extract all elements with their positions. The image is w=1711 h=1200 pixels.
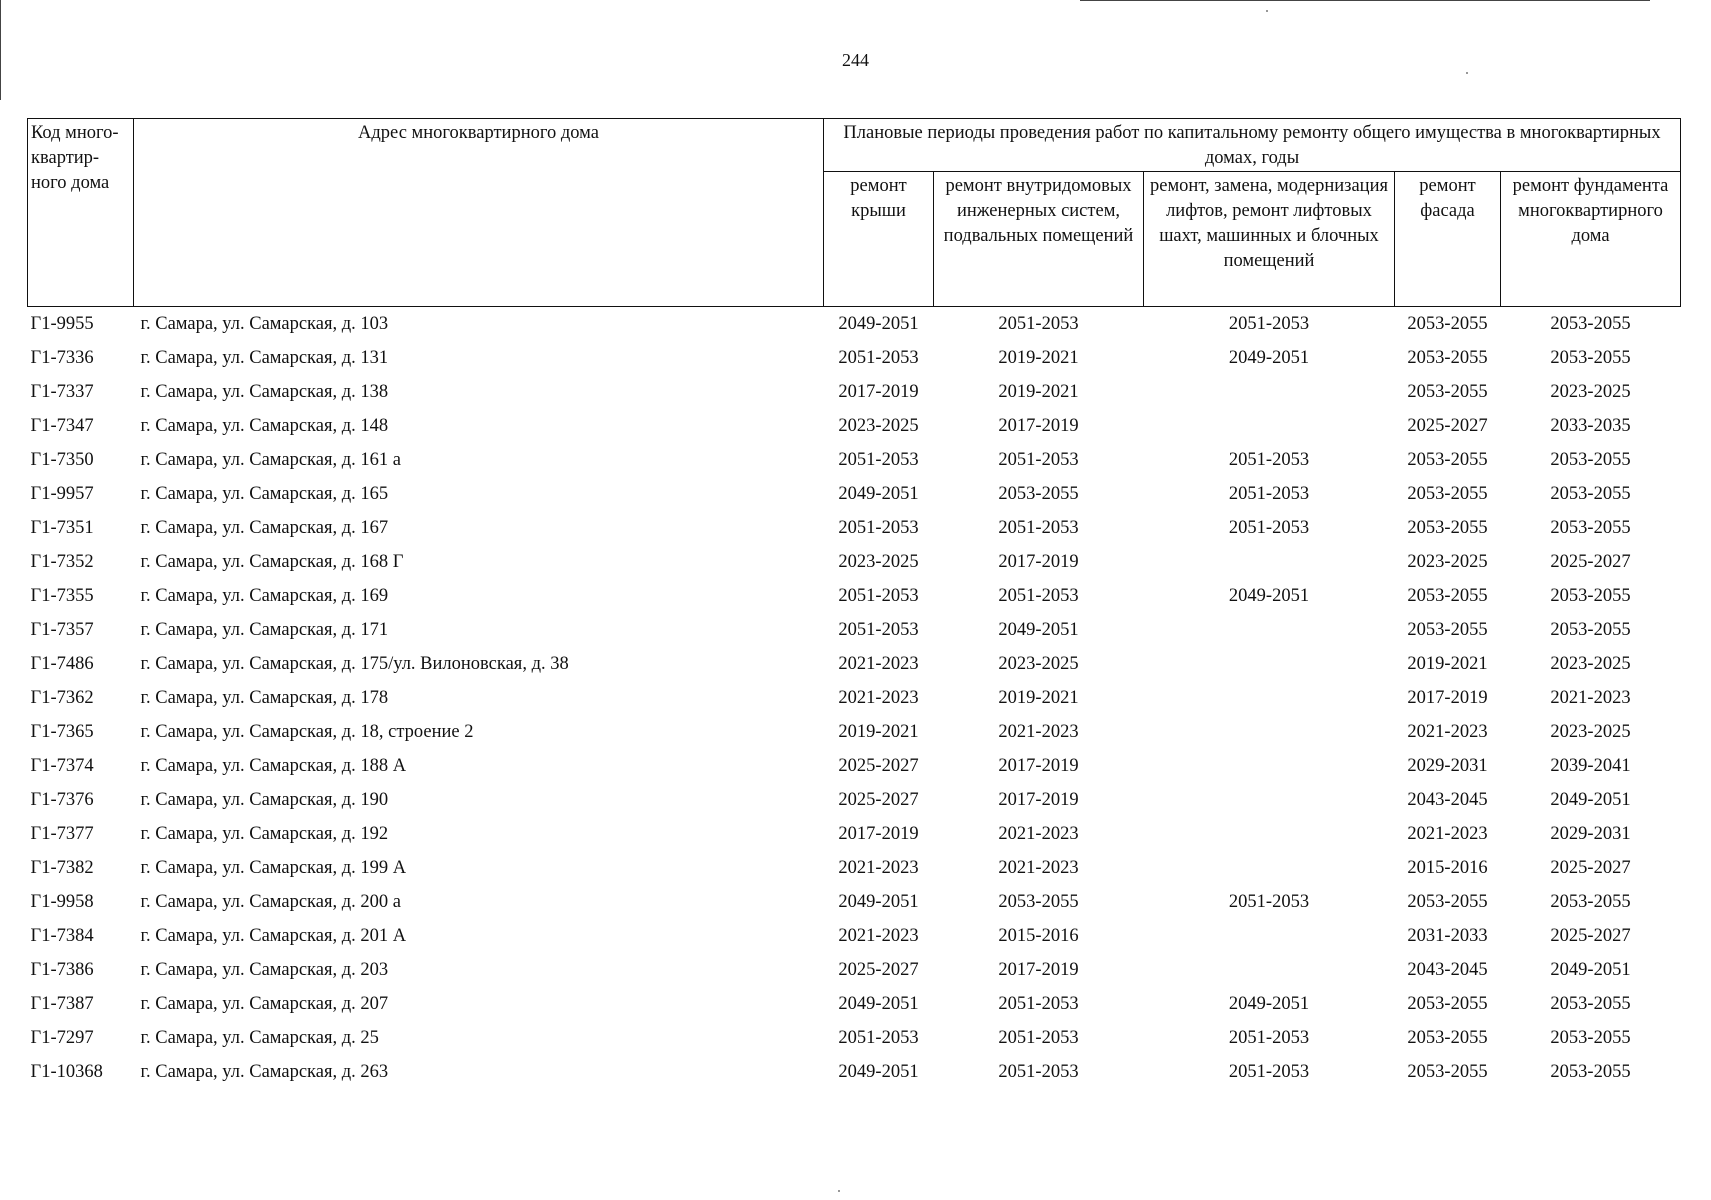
cell-code: Г1-7357 bbox=[30, 620, 94, 640]
table-row bbox=[28, 715, 1681, 749]
cell-systems-period: 2019-2021 bbox=[998, 382, 1079, 402]
cell-lifts-period: 2051-2053 bbox=[1228, 314, 1310, 334]
table-row bbox=[28, 1021, 1681, 1055]
cell-foundation-period: 2049-2051 bbox=[1550, 790, 1631, 810]
cell-roof-period: 2051-2053 bbox=[838, 450, 919, 470]
table-row bbox=[28, 817, 1681, 851]
cell-facade-period: 2053-2055 bbox=[1407, 586, 1488, 606]
cell-address: г. Самара, ул. Самарская, д. 199 А bbox=[140, 858, 407, 878]
cell-foundation-period: 2025-2027 bbox=[1550, 552, 1631, 572]
header-lifts-repair: ремонт, замена, модернизация лифтов, ремонт лифтовых шахт, машинных и блочных помещений bbox=[1144, 172, 1395, 307]
cell-address: г. Самара, ул. Самарская, д. 161 а bbox=[140, 450, 401, 470]
cell-code: Г1-7355 bbox=[30, 586, 94, 606]
cell-systems-period: 2021-2023 bbox=[998, 824, 1079, 844]
cell-address: г. Самара, ул. Самарская, д. 200 а bbox=[140, 892, 401, 912]
scan-edge-top-line bbox=[1080, 0, 1650, 1]
cell-systems-period: 2017-2019 bbox=[998, 960, 1079, 980]
cell-code: Г1-7362 bbox=[30, 688, 94, 708]
cell-facade-period: 2021-2023 bbox=[1407, 824, 1488, 844]
cell-roof-period: 2017-2019 bbox=[838, 382, 919, 402]
header-roof-repair: ремонт крыши bbox=[824, 172, 934, 307]
cell-foundation-period: 2025-2027 bbox=[1550, 926, 1631, 946]
cell-systems-period: 2051-2053 bbox=[998, 450, 1079, 470]
cell-systems-period: 2051-2053 bbox=[998, 586, 1079, 606]
cell-lifts-period: 2051-2053 bbox=[1228, 484, 1310, 504]
cell-address: г. Самара, ул. Самарская, д. 148 bbox=[140, 416, 389, 436]
table-row bbox=[28, 647, 1681, 681]
header-address: Адрес многоквартирного дома bbox=[134, 119, 824, 307]
header-facade-repair: ремонт фасада bbox=[1395, 172, 1501, 307]
cell-roof-period: 2049-2051 bbox=[838, 484, 919, 504]
cell-lifts-period: 2049-2051 bbox=[1228, 586, 1310, 606]
cell-foundation-period: 2025-2027 bbox=[1550, 858, 1631, 878]
cell-code: Г1-7374 bbox=[30, 756, 94, 776]
table-row bbox=[28, 681, 1681, 715]
cell-roof-period: 2021-2023 bbox=[838, 926, 919, 946]
cell-code: Г1-7350 bbox=[30, 450, 94, 470]
cell-roof-period: 2051-2053 bbox=[838, 348, 919, 368]
cell-facade-period: 2021-2023 bbox=[1407, 722, 1488, 742]
cell-facade-period: 2053-2055 bbox=[1407, 382, 1488, 402]
table-body bbox=[28, 307, 1681, 1090]
cell-roof-period: 2049-2051 bbox=[838, 314, 919, 334]
cell-code: Г1-7377 bbox=[30, 824, 94, 844]
cell-foundation-period: 2053-2055 bbox=[1550, 450, 1631, 470]
cell-code: Г1-7297 bbox=[30, 1028, 94, 1048]
cell-foundation-period: 2053-2055 bbox=[1550, 518, 1631, 538]
cell-systems-period: 2051-2053 bbox=[998, 994, 1079, 1014]
cell-foundation-period: 2053-2055 bbox=[1550, 994, 1631, 1014]
cell-facade-period: 2053-2055 bbox=[1407, 518, 1488, 538]
cell-code: Г1-7347 bbox=[30, 416, 94, 436]
cell-code: Г1-7351 bbox=[30, 518, 94, 538]
cell-address: г. Самара, ул. Самарская, д. 103 bbox=[140, 314, 389, 334]
cell-code: Г1-9957 bbox=[30, 484, 94, 504]
table-row bbox=[28, 511, 1681, 545]
cell-lifts-period bbox=[1144, 783, 1395, 817]
cell-lifts-period bbox=[1144, 817, 1395, 851]
cell-code: Г1-7382 bbox=[30, 858, 94, 878]
cell-address: г. Самара, ул. Самарская, д. 190 bbox=[140, 790, 389, 810]
cell-roof-period: 2023-2025 bbox=[838, 416, 919, 436]
cell-systems-period: 2017-2019 bbox=[998, 756, 1079, 776]
cell-roof-period: 2051-2053 bbox=[838, 518, 919, 538]
cell-systems-period: 2019-2021 bbox=[998, 348, 1079, 368]
cell-facade-period: 2053-2055 bbox=[1407, 314, 1488, 334]
table-row bbox=[28, 545, 1681, 579]
table-row bbox=[28, 341, 1681, 375]
scan-speck bbox=[838, 1190, 840, 1192]
cell-lifts-period: 2051-2053 bbox=[1228, 1028, 1310, 1048]
cell-facade-period: 2053-2055 bbox=[1407, 1028, 1488, 1048]
cell-lifts-period bbox=[1144, 613, 1395, 647]
cell-facade-period: 2053-2055 bbox=[1407, 620, 1488, 640]
cell-foundation-period: 2053-2055 bbox=[1550, 620, 1631, 640]
cell-code: Г1-9958 bbox=[30, 892, 94, 912]
cell-lifts-period bbox=[1144, 647, 1395, 681]
cell-systems-period: 2015-2016 bbox=[998, 926, 1079, 946]
cell-roof-period: 2023-2025 bbox=[838, 552, 919, 572]
cell-foundation-period: 2033-2035 bbox=[1550, 416, 1631, 436]
scan-speck bbox=[1466, 72, 1468, 74]
cell-address: г. Самара, ул. Самарская, д. 203 bbox=[140, 960, 389, 980]
cell-roof-period: 2049-2051 bbox=[838, 892, 919, 912]
repair-schedule-table bbox=[27, 118, 1681, 1089]
table-row bbox=[28, 783, 1681, 817]
header-code: Код много-квартир-ного дома bbox=[28, 119, 134, 307]
cell-lifts-period: 2051-2053 bbox=[1228, 1062, 1310, 1082]
cell-facade-period: 2017-2019 bbox=[1407, 688, 1488, 708]
cell-address: г. Самара, ул. Самарская, д. 171 bbox=[140, 620, 389, 640]
cell-foundation-period: 2023-2025 bbox=[1550, 382, 1631, 402]
cell-roof-period: 2025-2027 bbox=[838, 756, 919, 776]
cell-address: г. Самара, ул. Самарская, д. 178 bbox=[140, 688, 389, 708]
table-row bbox=[28, 953, 1681, 987]
cell-roof-period: 2021-2023 bbox=[838, 654, 919, 674]
table-row bbox=[28, 307, 1681, 342]
header-planned-periods: Плановые периоды проведения работ по капитальному ремонту общего имущества в многоквартирных домах, годы bbox=[824, 119, 1681, 172]
cell-lifts-period: 2049-2051 bbox=[1228, 348, 1310, 368]
table-row bbox=[28, 919, 1681, 953]
cell-code: Г1-7387 bbox=[30, 994, 94, 1014]
cell-address: г. Самара, ул. Самарская, д. 138 bbox=[140, 382, 389, 402]
cell-facade-period: 2053-2055 bbox=[1407, 892, 1488, 912]
cell-roof-period: 2051-2053 bbox=[838, 620, 919, 640]
cell-code: Г1-7386 bbox=[30, 960, 94, 980]
cell-facade-period: 2053-2055 bbox=[1407, 484, 1488, 504]
cell-facade-period: 2031-2033 bbox=[1407, 926, 1488, 946]
cell-systems-period: 2051-2053 bbox=[998, 518, 1079, 538]
cell-address: г. Самара, ул. Самарская, д. 168 Г bbox=[140, 552, 404, 572]
cell-lifts-period bbox=[1144, 375, 1395, 409]
cell-lifts-period: 2051-2053 bbox=[1228, 892, 1310, 912]
cell-lifts-period: 2049-2051 bbox=[1228, 994, 1310, 1014]
cell-systems-period: 2023-2025 bbox=[998, 654, 1079, 674]
header-foundation-repair: ремонт фундамента многоквартирного дома bbox=[1501, 172, 1681, 307]
cell-systems-period: 2053-2055 bbox=[998, 892, 1079, 912]
cell-lifts-period bbox=[1144, 715, 1395, 749]
scan-speck bbox=[1266, 10, 1268, 12]
table-row bbox=[28, 579, 1681, 613]
table-row bbox=[28, 409, 1681, 443]
cell-lifts-period bbox=[1144, 919, 1395, 953]
cell-address: г. Самара, ул. Самарская, д. 201 А bbox=[140, 926, 407, 946]
cell-systems-period: 2017-2019 bbox=[998, 552, 1079, 572]
cell-roof-period: 2049-2051 bbox=[838, 994, 919, 1014]
cell-systems-period: 2021-2023 bbox=[998, 858, 1079, 878]
cell-address: г. Самара, ул. Самарская, д. 167 bbox=[140, 518, 389, 538]
cell-code: Г1-7352 bbox=[30, 552, 94, 572]
cell-code: Г1-9955 bbox=[30, 314, 94, 334]
cell-foundation-period: 2023-2025 bbox=[1550, 722, 1631, 742]
cell-facade-period: 2023-2025 bbox=[1407, 552, 1488, 572]
cell-address: г. Самара, ул. Самарская, д. 263 bbox=[140, 1062, 389, 1082]
header-engineering-systems-repair: ремонт внутридомовых инженерных систем, подвальных помещений bbox=[934, 172, 1144, 307]
cell-address: г. Самара, ул. Самарская, д. 131 bbox=[140, 348, 389, 368]
cell-address: г. Самара, ул. Самарская, д. 188 А bbox=[140, 756, 407, 776]
cell-systems-period: 2053-2055 bbox=[998, 484, 1079, 504]
cell-roof-period: 2049-2051 bbox=[838, 1062, 919, 1082]
cell-roof-period: 2021-2023 bbox=[838, 688, 919, 708]
cell-lifts-period bbox=[1144, 681, 1395, 715]
cell-address: г. Самара, ул. Самарская, д. 18, строение 2 bbox=[140, 722, 474, 742]
cell-foundation-period: 2049-2051 bbox=[1550, 960, 1631, 980]
table-row bbox=[28, 885, 1681, 919]
table-row bbox=[28, 443, 1681, 477]
cell-foundation-period: 2053-2055 bbox=[1550, 314, 1631, 334]
cell-code: Г1-7337 bbox=[30, 382, 94, 402]
table-row bbox=[28, 375, 1681, 409]
cell-address: г. Самара, ул. Самарская, д. 175/ул. Вилоновская, д. 38 bbox=[140, 654, 569, 674]
cell-address: г. Самара, ул. Самарская, д. 169 bbox=[140, 586, 389, 606]
cell-facade-period: 2019-2021 bbox=[1407, 654, 1488, 674]
table-row bbox=[28, 477, 1681, 511]
cell-lifts-period bbox=[1144, 749, 1395, 783]
cell-facade-period: 2029-2031 bbox=[1407, 756, 1488, 776]
cell-address: г. Самара, ул. Самарская, д. 25 bbox=[140, 1028, 379, 1048]
cell-systems-period: 2017-2019 bbox=[998, 790, 1079, 810]
cell-facade-period: 2053-2055 bbox=[1407, 1062, 1488, 1082]
cell-address: г. Самара, ул. Самарская, д. 207 bbox=[140, 994, 389, 1014]
cell-code: Г1-10368 bbox=[30, 1062, 103, 1082]
cell-systems-period: 2021-2023 bbox=[998, 722, 1079, 742]
cell-facade-period: 2053-2055 bbox=[1407, 450, 1488, 470]
cell-systems-period: 2019-2021 bbox=[998, 688, 1079, 708]
cell-code: Г1-7384 bbox=[30, 926, 94, 946]
cell-systems-period: 2051-2053 bbox=[998, 1028, 1079, 1048]
cell-facade-period: 2043-2045 bbox=[1407, 960, 1488, 980]
table-row bbox=[28, 1055, 1681, 1089]
cell-facade-period: 2053-2055 bbox=[1407, 348, 1488, 368]
cell-code: Г1-7486 bbox=[30, 654, 94, 674]
cell-roof-period: 2051-2053 bbox=[838, 586, 919, 606]
cell-lifts-period: 2051-2053 bbox=[1228, 450, 1310, 470]
cell-foundation-period: 2053-2055 bbox=[1550, 1028, 1631, 1048]
cell-foundation-period: 2039-2041 bbox=[1550, 756, 1631, 776]
cell-roof-period: 2021-2023 bbox=[838, 858, 919, 878]
cell-address: г. Самара, ул. Самарская, д. 165 bbox=[140, 484, 389, 504]
table-row bbox=[28, 851, 1681, 885]
cell-code: Г1-7365 bbox=[30, 722, 94, 742]
cell-code: Г1-7376 bbox=[30, 790, 94, 810]
cell-facade-period: 2043-2045 bbox=[1407, 790, 1488, 810]
cell-foundation-period: 2023-2025 bbox=[1550, 654, 1631, 674]
cell-foundation-period: 2021-2023 bbox=[1550, 688, 1631, 708]
cell-lifts-period: 2051-2053 bbox=[1228, 518, 1310, 538]
page-number: 244 bbox=[842, 50, 869, 70]
cell-roof-period: 2025-2027 bbox=[838, 960, 919, 980]
cell-foundation-period: 2053-2055 bbox=[1550, 484, 1631, 504]
table-row bbox=[28, 749, 1681, 783]
cell-facade-period: 2053-2055 bbox=[1407, 994, 1488, 1014]
cell-code: Г1-7336 bbox=[30, 348, 94, 368]
cell-address: г. Самара, ул. Самарская, д. 192 bbox=[140, 824, 389, 844]
cell-facade-period: 2025-2027 bbox=[1407, 416, 1488, 436]
cell-systems-period: 2049-2051 bbox=[998, 620, 1079, 640]
cell-systems-period: 2051-2053 bbox=[998, 314, 1079, 334]
cell-roof-period: 2019-2021 bbox=[838, 722, 919, 742]
cell-foundation-period: 2029-2031 bbox=[1550, 824, 1631, 844]
cell-lifts-period bbox=[1144, 851, 1395, 885]
cell-lifts-period bbox=[1144, 953, 1395, 987]
cell-roof-period: 2051-2053 bbox=[838, 1028, 919, 1048]
cell-roof-period: 2017-2019 bbox=[838, 824, 919, 844]
cell-lifts-period bbox=[1144, 545, 1395, 579]
cell-lifts-period bbox=[1144, 409, 1395, 443]
cell-systems-period: 2017-2019 bbox=[998, 416, 1079, 436]
cell-foundation-period: 2053-2055 bbox=[1550, 348, 1631, 368]
cell-foundation-period: 2053-2055 bbox=[1550, 1062, 1631, 1082]
cell-foundation-period: 2053-2055 bbox=[1550, 892, 1631, 912]
cell-foundation-period: 2053-2055 bbox=[1550, 586, 1631, 606]
table-row bbox=[28, 987, 1681, 1021]
table-row bbox=[28, 613, 1681, 647]
cell-systems-period: 2051-2053 bbox=[998, 1062, 1079, 1082]
cell-facade-period: 2015-2016 bbox=[1407, 858, 1488, 878]
cell-roof-period: 2025-2027 bbox=[838, 790, 919, 810]
